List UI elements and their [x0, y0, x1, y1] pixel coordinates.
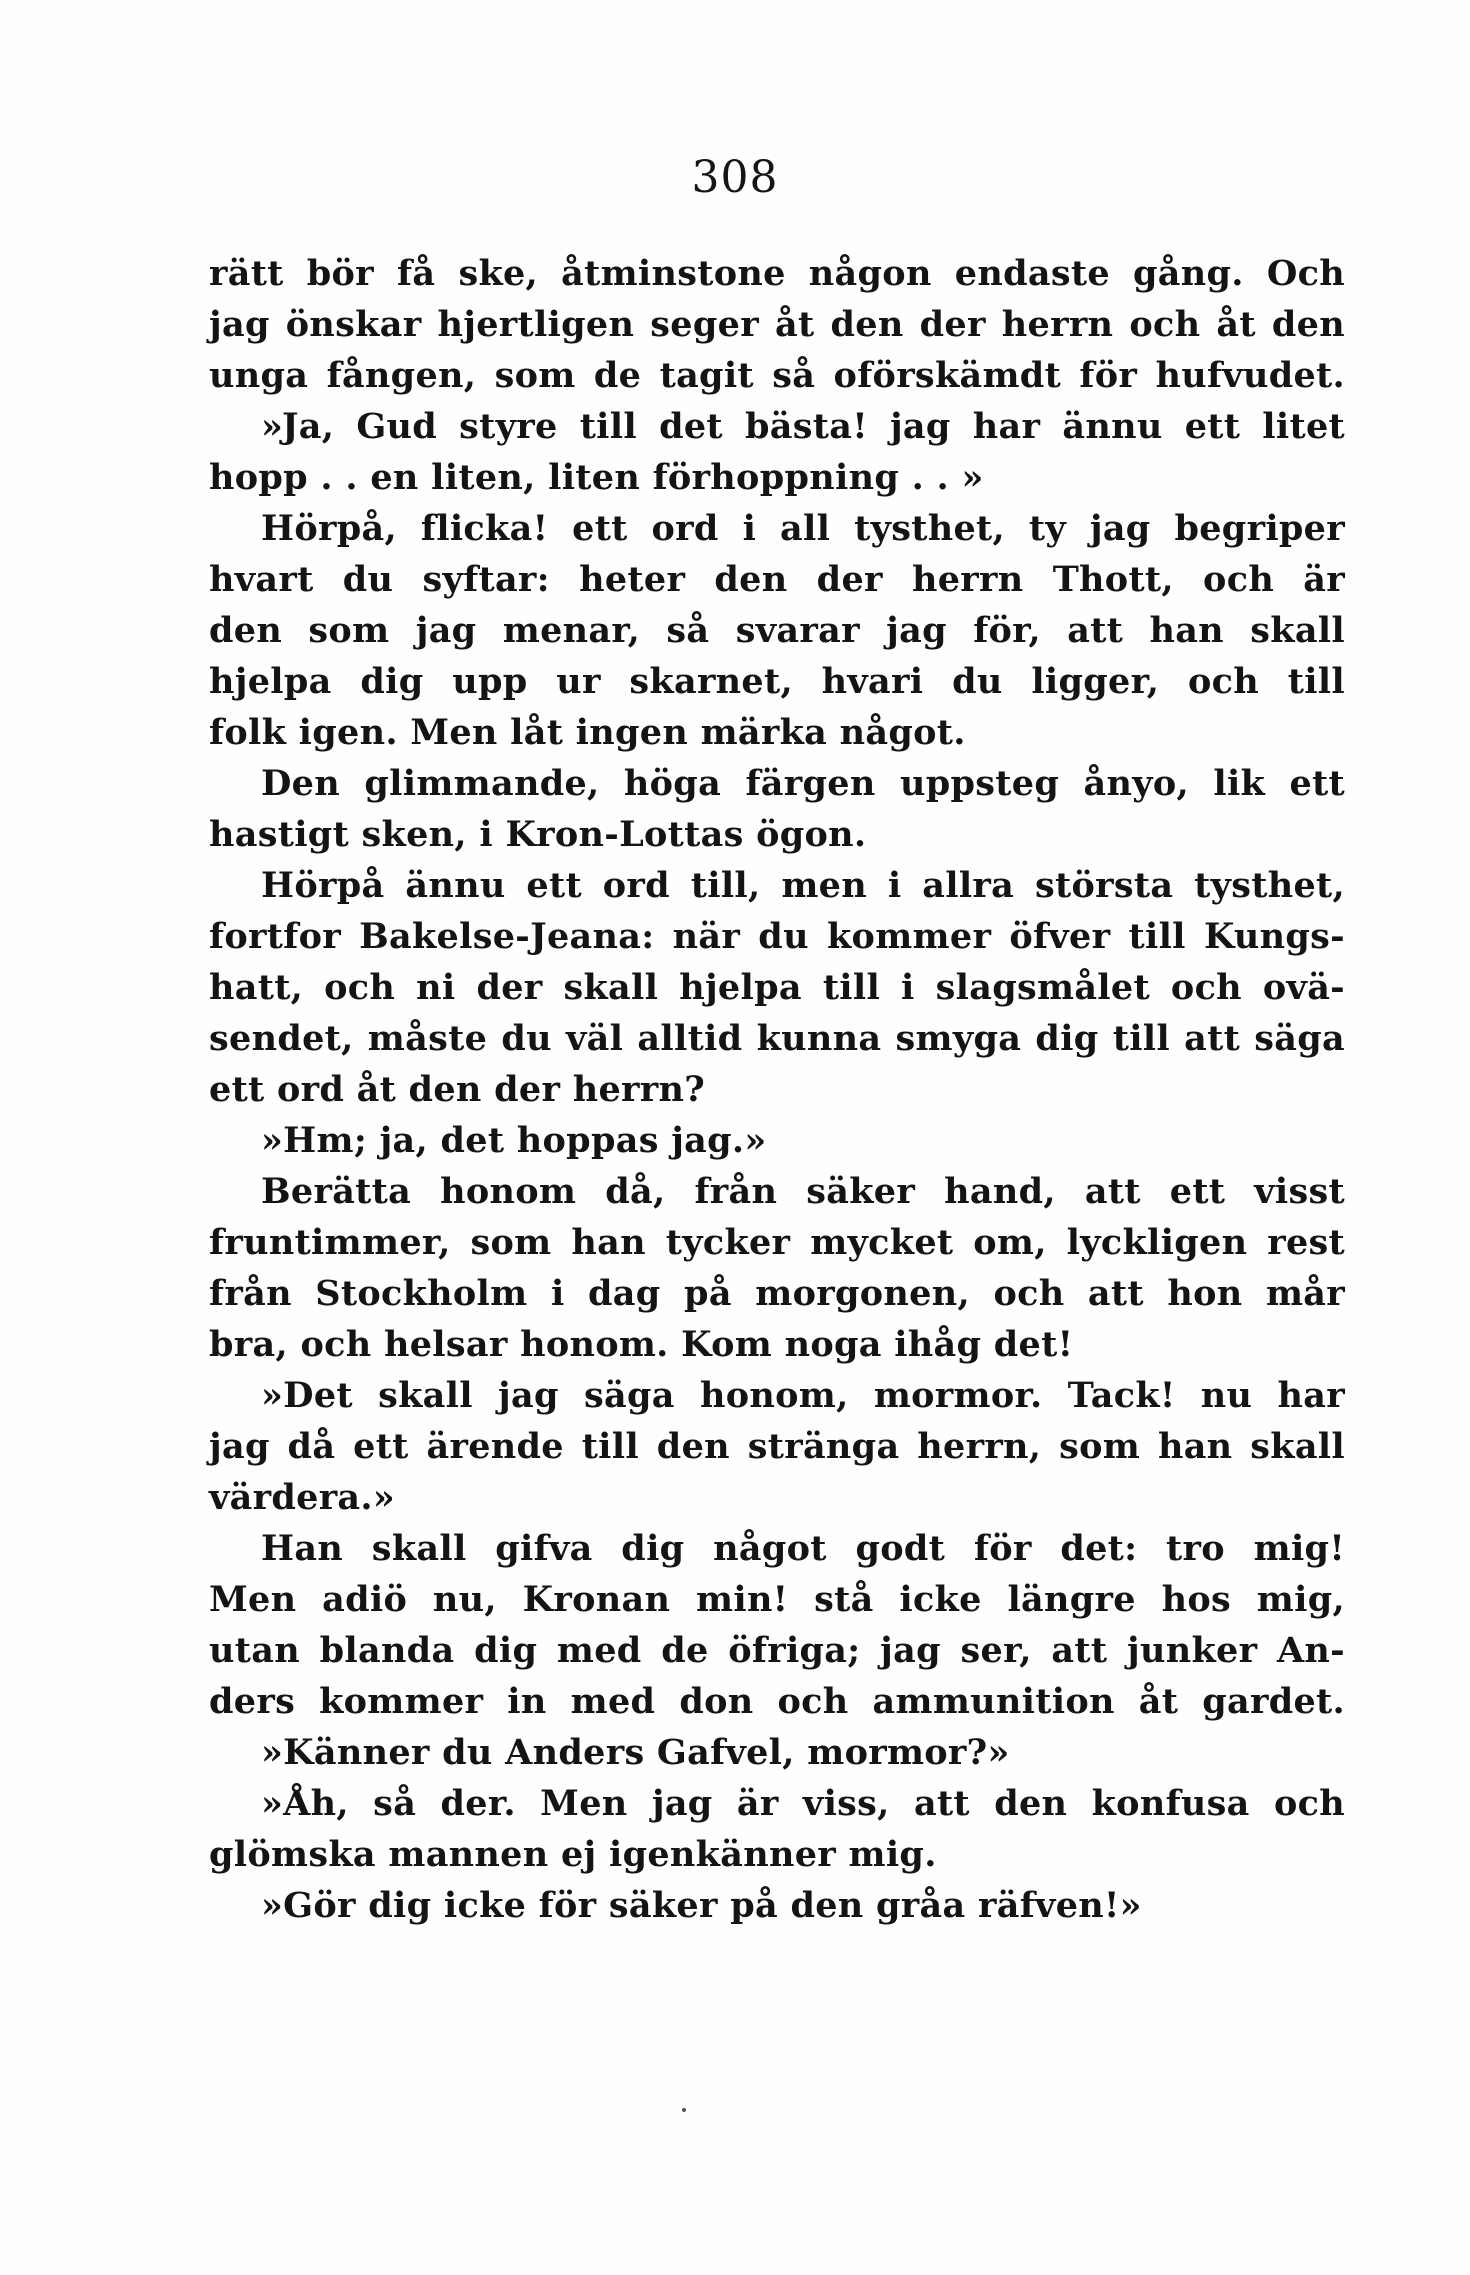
text-line: ders kommer in med don och ammunition åt gardet.: [209, 1681, 1345, 1722]
text-line: jag önskar hjertligen seger åt den der herrn och åt den: [209, 304, 1345, 345]
text-line: hatt, och ni der skall hjelpa till i slagsmålet och ovä-: [209, 967, 1345, 1008]
text-line: bra, och helsar honom. Kom noga ihåg det!: [209, 1324, 1074, 1365]
text-line: Men adiö nu, Kronan min! stå icke längre hos mig,: [209, 1579, 1345, 1620]
print-speck: [682, 2108, 686, 2112]
text-line: ett ord åt den der herrn?: [209, 1069, 706, 1110]
text-line: Han skall gifva dig något godt för det: tro mig!: [261, 1528, 1345, 1569]
text-line: utan blanda dig med de öfriga; jag ser, att junker An-: [209, 1630, 1345, 1671]
text-line: hopp . . en liten, liten förhoppning . . »: [209, 457, 984, 498]
text-line: Berätta honom då, från säker hand, att ett visst: [261, 1171, 1345, 1212]
text-line: »Ja, Gud styre till det bästa! jag har ännu ett litet: [261, 406, 1345, 447]
text-line: Hörpå, flicka! ett ord i all tysthet, ty jag begriper: [261, 508, 1345, 549]
text-line: hjelpa dig upp ur skarnet, hvari du ligger, och till: [209, 661, 1345, 702]
text-line: värdera.»: [209, 1477, 396, 1518]
text-line: »Det skall jag säga honom, mormor. Tack! nu har: [261, 1375, 1345, 1416]
text-line: Den glimmande, höga färgen uppsteg ånyo, lik ett: [261, 763, 1345, 804]
text-line: hastigt sken, i Kron-Lottas ögon.: [209, 814, 867, 855]
body-text: [209, 248, 1345, 1931]
text-line: sendet, måste du väl alltid kunna smyga dig till att säga: [209, 1018, 1345, 1059]
text-line: jag då ett ärende till den stränga herrn, som han skall: [209, 1426, 1345, 1467]
page-number: 308: [691, 152, 779, 203]
text-line: unga fången, som de tagit så oförskämdt för hufvudet.: [209, 355, 1345, 396]
text-line: glömska mannen ej igenkänner mig.: [209, 1834, 937, 1875]
text-line: rätt bör få ske, åtminstone någon endaste gång. Och: [209, 253, 1345, 294]
text-line: folk igen. Men låt ingen märka något.: [209, 712, 966, 753]
text-line: fortfor Bakelse-Jeana: när du kommer öfver till Kungs-: [209, 916, 1345, 957]
text-line: »Känner du Anders Gafvel, mormor?»: [261, 1732, 1010, 1773]
text-line: hvart du syftar: heter den der herrn Thott, och är: [209, 559, 1345, 600]
text-line: »Åh, så der. Men jag är viss, att den konfusa och: [261, 1783, 1345, 1824]
text-line: den som jag menar, så svarar jag för, att han skall: [209, 610, 1345, 651]
text-line: »Hm; ja, det hoppas jag.»: [261, 1120, 767, 1161]
text-line: »Gör dig icke för säker på den gråa räfven!»: [261, 1885, 1142, 1926]
text-line: Hörpå ännu ett ord till, men i allra största tysthet,: [261, 865, 1345, 906]
text-line: från Stockholm i dag på morgonen, och att hon mår: [209, 1273, 1345, 1314]
text-line: fruntimmer, som han tycker mycket om, lyckligen rest: [209, 1222, 1345, 1263]
